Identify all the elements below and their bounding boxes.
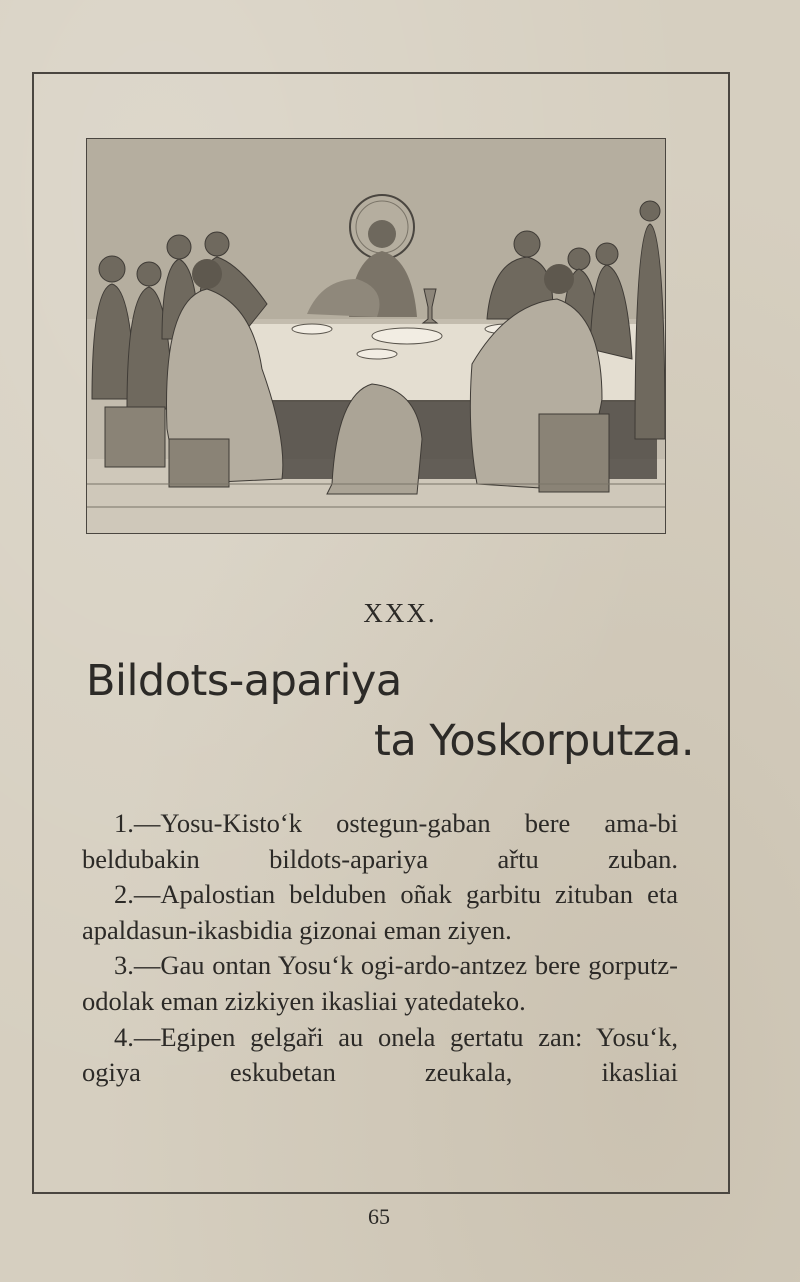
last-supper-illustration (86, 138, 666, 534)
paragraph-3: 3.—Gau ontan Yosu‘k ogi-ardo-antzez bere gorputz-odolak eman zizkiyen ikasliai yatedateko. (82, 950, 678, 1016)
paragraph-1: 1.—Yosu-Kisto‘k ostegun-gaban bere ama-bi beldubakin bildots-apariya ařtu zuban. (82, 808, 678, 874)
body-text (82, 806, 678, 1091)
chapter-title-line-1: Bildots-apariya (86, 656, 402, 706)
chapter-number: XXX. (363, 598, 437, 628)
page-number: 65 (368, 1204, 390, 1229)
chapter-title-line-2: ta Yoskorputza. (374, 716, 694, 766)
engraving-image (87, 139, 665, 533)
paragraph-4: 4.—Egipen gelgaři au onela gertatu zan: Yosu‘k, ogiya eskubetan zeukala, ikasliai (82, 1021, 678, 1088)
paragraph-2: 2.—Apalostian belduben oñak garbitu zituban eta apaldasun-ikasbidia gizonai eman ziyen. (82, 879, 678, 945)
